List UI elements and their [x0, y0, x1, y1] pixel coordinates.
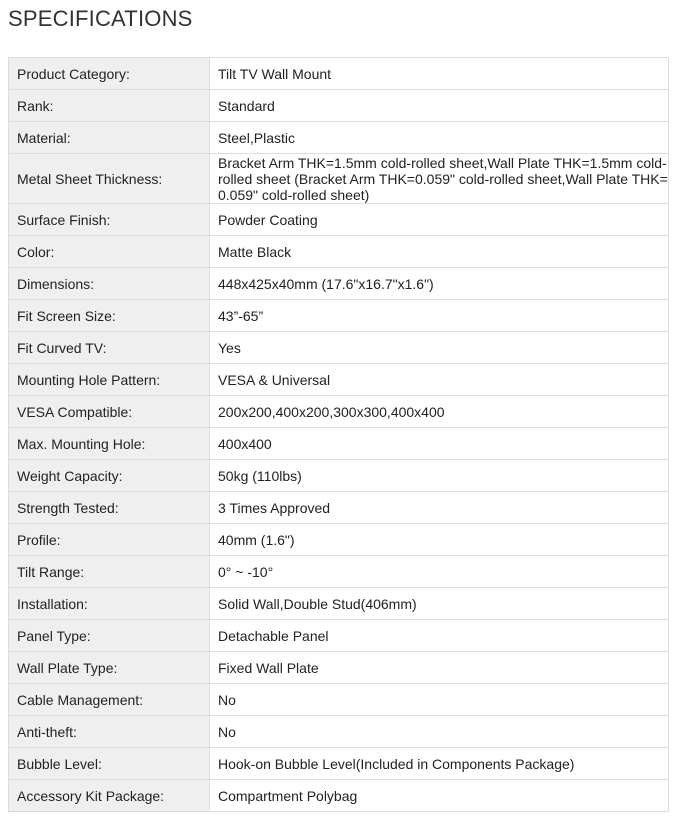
table-row [9, 460, 669, 492]
table-row [9, 300, 669, 332]
spec-label: Product Category: [9, 58, 210, 90]
table-row [9, 396, 669, 428]
spec-label: Strength Tested: [9, 492, 210, 524]
table-row [9, 652, 669, 684]
spec-label: Fit Screen Size: [9, 300, 210, 332]
table-row [9, 492, 669, 524]
table-row [9, 122, 669, 154]
spec-value: Yes [210, 332, 669, 364]
spec-label: Accessory Kit Package: [9, 780, 210, 812]
spec-label: Weight Capacity: [9, 460, 210, 492]
spec-label: Max. Mounting Hole: [9, 428, 210, 460]
spec-value: 3 Times Approved [210, 492, 669, 524]
spec-value: Tilt TV Wall Mount [210, 58, 669, 90]
spec-value: Compartment Polybag [210, 780, 669, 812]
spec-value: Standard [210, 90, 669, 122]
spec-value: VESA & Universal [210, 364, 669, 396]
spec-value: 50kg (110lbs) [210, 460, 669, 492]
table-row [9, 716, 669, 748]
spec-value: 200x200,400x200,300x300,400x400 [210, 396, 669, 428]
specifications-table [8, 57, 669, 812]
spec-label: Color: [9, 236, 210, 268]
spec-value: 43”-65” [210, 300, 669, 332]
spec-label: Anti-theft: [9, 716, 210, 748]
spec-label: Fit Curved TV: [9, 332, 210, 364]
table-row [9, 268, 669, 300]
table-row [9, 332, 669, 364]
spec-value: Detachable Panel [210, 620, 669, 652]
table-row [9, 204, 669, 236]
page-title: SPECIFICATIONS [8, 6, 193, 31]
spec-value: Matte Black [210, 236, 669, 268]
table-row [9, 58, 669, 90]
spec-value: Solid Wall,Double Stud(406mm) [210, 588, 669, 620]
spec-label: Surface Finish: [9, 204, 210, 236]
table-row [9, 588, 669, 620]
spec-value: No [210, 684, 669, 716]
spec-value: Powder Coating [210, 204, 669, 236]
spec-label: Panel Type: [9, 620, 210, 652]
spec-value: Fixed Wall Plate [210, 652, 669, 684]
spec-value: Steel,Plastic [210, 122, 669, 154]
table-row [9, 428, 669, 460]
spec-label: Material: [9, 122, 210, 154]
table-row [9, 364, 669, 396]
spec-value: No [210, 716, 669, 748]
table-row [9, 90, 669, 122]
table-row [9, 748, 669, 780]
table-row [9, 524, 669, 556]
spec-label: Cable Management: [9, 684, 210, 716]
table-row [9, 684, 669, 716]
table-row [9, 154, 669, 204]
spec-value: 0° ~ -10° [210, 556, 669, 588]
table-row [9, 556, 669, 588]
spec-label: Tilt Range: [9, 556, 210, 588]
spec-label: VESA Compatible: [9, 396, 210, 428]
spec-label: Rank: [9, 90, 210, 122]
spec-label: Bubble Level: [9, 748, 210, 780]
spec-value: Hook-on Bubble Level(Included in Components Package) [210, 748, 669, 780]
spec-value: 400x400 [210, 428, 669, 460]
spec-value: 40mm (1.6") [210, 524, 669, 556]
spec-label: Installation: [9, 588, 210, 620]
spec-label: Wall Plate Type: [9, 652, 210, 684]
table-row [9, 236, 669, 268]
spec-label: Profile: [9, 524, 210, 556]
table-row [9, 780, 669, 812]
spec-value: Bracket Arm THK=1.5mm cold-rolled sheet,Wall Plate THK=1.5mm cold-rolled sheet (Bracket Arm THK=0.059" cold-rolled sheet,Wall Plate THK=0.059" cold-rolled sheet) [210, 154, 669, 204]
spec-label: Metal Sheet Thickness: [9, 154, 210, 204]
spec-label: Dimensions: [9, 268, 210, 300]
table-row [9, 620, 669, 652]
spec-value: 448x425x40mm (17.6"x16.7"x1.6") [210, 268, 669, 300]
spec-label: Mounting Hole Pattern: [9, 364, 210, 396]
